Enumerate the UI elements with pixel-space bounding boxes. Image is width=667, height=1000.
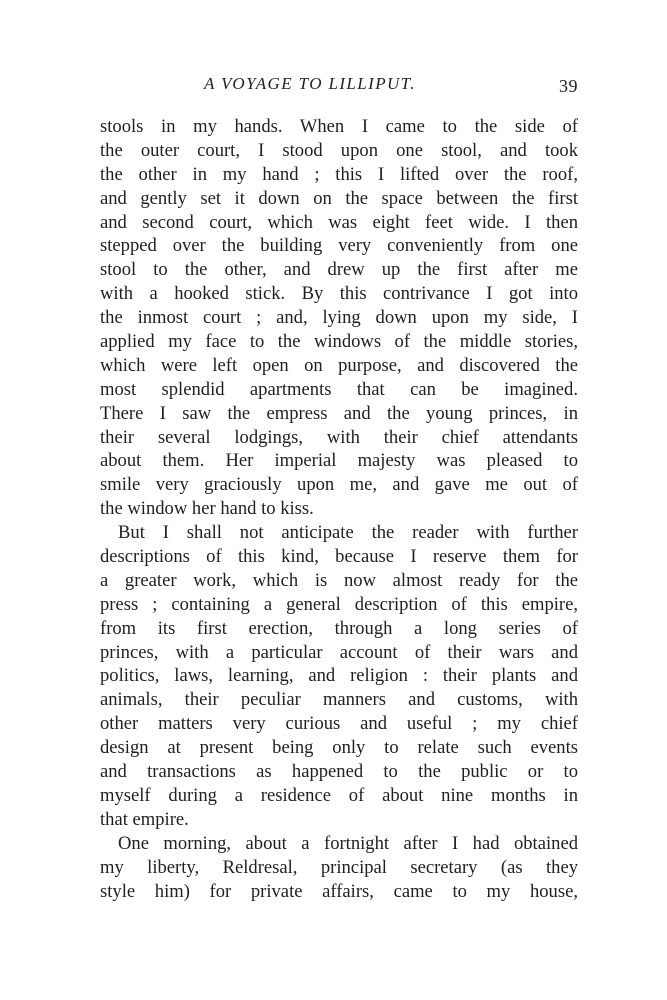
text-line: stools in my hands. When I came to the side of: [100, 116, 578, 137]
text-line: applied my face to the windows of the middle stories,: [100, 331, 578, 353]
body-text: [100, 115, 578, 903]
text-line: There I saw the empress and the young princes, in: [100, 402, 578, 424]
text-line: my liberty, Reldresal, principal secretary (as they: [100, 856, 578, 878]
text-line: which were left open on purpose, and discovered the: [100, 354, 578, 376]
text-line: that empire.: [100, 808, 189, 830]
running-title: A VOYAGE TO LILLIPUT.: [204, 74, 416, 93]
text-line: with a hooked stick. By this contrivance I got into: [100, 283, 578, 305]
paragraph-1: [100, 115, 578, 521]
text-line: smile very graciously upon me, and gave me out of: [100, 474, 578, 496]
text-line: animals, their peculiar manners and customs, with: [100, 689, 578, 711]
running-head: [100, 74, 578, 104]
text-line: design at present being only to relate such events: [100, 737, 578, 759]
text-line: and second court, which was eight feet wide. I then: [100, 211, 578, 233]
text-line: the outer court, I stood upon one stool, and took: [100, 139, 578, 161]
text-line: style him) for private affairs, came to my house,: [100, 880, 578, 902]
text-line: a greater work, which is now almost ready for the: [100, 569, 578, 591]
page-number: 39: [559, 76, 578, 96]
text-line: princes, with a particular account of their wars and: [100, 641, 578, 663]
text-line: and gently set it down on the space between the first: [100, 187, 578, 209]
text-line: One morning, about a fortnight after I had obtained: [118, 832, 578, 854]
text-line: from its first erection, through a long series of: [100, 617, 578, 639]
text-line: stepped over the building very conveniently from one: [100, 235, 578, 257]
text-line: descriptions of this kind, because I reserve them for: [100, 546, 578, 568]
text-line: myself during a residence of about nine months in: [100, 784, 578, 806]
text-line: other matters very curious and useful ; my chief: [100, 713, 578, 735]
paragraph-2: [100, 521, 578, 832]
text-line: their several lodgings, with their chief attendants: [100, 426, 578, 448]
text-line: the inmost court ; and, lying down upon my side, I: [100, 307, 578, 329]
text-line: stool to the other, and drew up the first after me: [100, 259, 578, 281]
text-line: politics, laws, learning, and religion : their plants and: [100, 665, 578, 687]
text-line: press ; containing a general description of this empire,: [100, 593, 578, 615]
text-line: the window her hand to kiss.: [100, 498, 314, 520]
text-line: the other in my hand ; this I lifted over the roof,: [100, 163, 578, 185]
text-line: and transactions as happened to the public or to: [100, 761, 578, 783]
paragraph-3: [100, 832, 578, 904]
text-line: But I shall not anticipate the reader with further: [118, 522, 578, 544]
text-line: about them. Her imperial majesty was pleased to: [100, 450, 578, 472]
text-line: most splendid apartments that can be imagined.: [100, 378, 578, 400]
